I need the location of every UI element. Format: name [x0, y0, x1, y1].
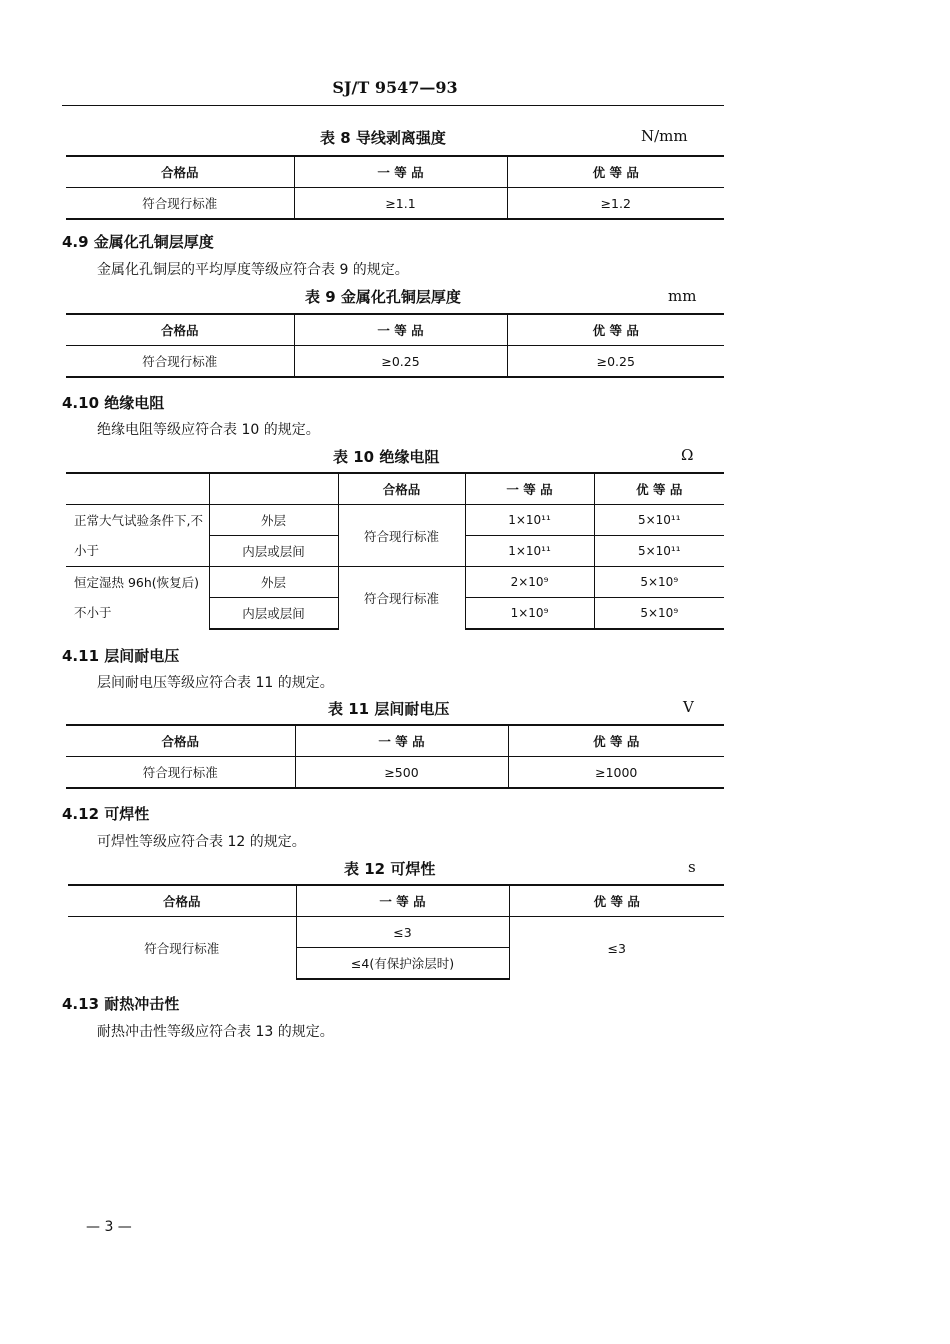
table10-qualified-damp-heat: 符合现行标准 — [338, 567, 465, 630]
table10-head-qualified: 合格品 — [338, 473, 465, 505]
table10-head-condition — [66, 473, 209, 505]
table10-layer-inner-2: 内层或层间 — [209, 598, 338, 630]
table12-unit: s — [688, 858, 696, 876]
table12-cell-premium: ≤3 — [509, 917, 724, 980]
table9-cell-first-class: ≥0.25 — [294, 346, 507, 378]
table12-head-qualified: 合格品 — [68, 885, 296, 917]
table11 — [66, 724, 724, 789]
table8 — [66, 155, 724, 220]
table10-r1-first-class: 1×10¹¹ — [465, 505, 594, 536]
table10-r3-premium: 5×10⁹ — [594, 567, 724, 598]
table9-head-first-class: 一 等 品 — [294, 314, 507, 346]
table8-unit: N/mm — [641, 127, 688, 145]
table12-head-first-class: 一 等 品 — [296, 885, 509, 917]
table9 — [66, 313, 724, 378]
table8-cell-qualified: 符合现行标准 — [66, 188, 294, 220]
table10-r3-first-class: 2×10⁹ — [465, 567, 594, 598]
table11-head-qualified: 合格品 — [66, 725, 295, 757]
table10-head-first-class: 一 等 品 — [465, 473, 594, 505]
page-number: — 3 — — [86, 1219, 132, 1235]
table10-r2-first-class: 1×10¹¹ — [465, 536, 594, 567]
table8-cell-premium: ≥1.2 — [507, 188, 724, 220]
table8-head-first-class: 一 等 品 — [294, 156, 507, 188]
table9-cell-premium: ≥0.25 — [507, 346, 724, 378]
table11-cell-premium: ≥1000 — [508, 757, 724, 789]
table12-caption: 表 12 可焊性 — [344, 860, 436, 878]
table12-cell-qualified: 符合现行标准 — [68, 917, 296, 980]
table8-caption: 表 8 导线剥离强度 — [320, 129, 446, 147]
section-4-12-text: 可焊性等级应符合表 12 的规定。 — [97, 834, 306, 850]
table9-head-premium: 优 等 品 — [507, 314, 724, 346]
table12 — [68, 884, 724, 980]
section-4-13-heading: 4.13 耐热冲击性 — [62, 995, 180, 1013]
table11-unit: V — [683, 698, 694, 716]
table12-cell-first-class-a: ≤3 — [296, 917, 509, 948]
table8-head-premium: 优 等 品 — [507, 156, 724, 188]
table10-layer-inner: 内层或层间 — [209, 536, 338, 567]
table10-r4-first-class: 1×10⁹ — [465, 598, 594, 630]
table11-cell-first-class: ≥500 — [295, 757, 508, 789]
table10-qualified-normal: 符合现行标准 — [338, 505, 465, 567]
table9-unit: mm — [668, 287, 697, 305]
section-4-12-heading: 4.12 可焊性 — [62, 805, 150, 823]
table9-cell-qualified: 符合现行标准 — [66, 346, 294, 378]
table10-layer-outer: 外层 — [209, 505, 338, 536]
table9-caption: 表 9 金属化孔铜层厚度 — [305, 288, 461, 306]
document-header: SJ/T 9547—93 — [332, 78, 458, 97]
table12-head-premium: 优 等 品 — [509, 885, 724, 917]
table10-r4-premium: 5×10⁹ — [594, 598, 724, 630]
table10-head-premium: 优 等 品 — [594, 473, 724, 505]
table10-condition-normal: 正常大气试验条件下,不小于 — [66, 505, 209, 567]
table10-head-layer — [209, 473, 338, 505]
table11-head-first-class: 一 等 品 — [295, 725, 508, 757]
section-4-9-heading: 4.9 金属化孔铜层厚度 — [62, 233, 214, 251]
table10-layer-outer-2: 外层 — [209, 567, 338, 598]
table11-cell-qualified: 符合现行标准 — [66, 757, 295, 789]
table12-cell-first-class-b: ≤4(有保护涂层时) — [296, 948, 509, 980]
section-4-9-text: 金属化孔铜层的平均厚度等级应符合表 9 的规定。 — [97, 262, 409, 278]
table10-caption: 表 10 绝缘电阻 — [333, 448, 440, 466]
table10-r1-premium: 5×10¹¹ — [594, 505, 724, 536]
section-4-13-text: 耐热冲击性等级应符合表 13 的规定。 — [97, 1024, 334, 1040]
section-4-10-text: 绝缘电阻等级应符合表 10 的规定。 — [97, 422, 320, 438]
table11-head-premium: 优 等 品 — [508, 725, 724, 757]
table11-caption: 表 11 层间耐电压 — [328, 700, 450, 718]
section-4-11-text: 层间耐电压等级应符合表 11 的规定。 — [97, 675, 334, 691]
header-rule — [62, 105, 724, 106]
section-4-10-heading: 4.10 绝缘电阻 — [62, 394, 165, 412]
table8-head-qualified: 合格品 — [66, 156, 294, 188]
table10-r2-premium: 5×10¹¹ — [594, 536, 724, 567]
section-4-11-heading: 4.11 层间耐电压 — [62, 647, 180, 665]
table10-condition-damp-heat: 恒定湿热 96h(恢复后)不小于 — [66, 567, 209, 630]
table10 — [66, 472, 724, 630]
table8-cell-first-class: ≥1.1 — [294, 188, 507, 220]
table9-head-qualified: 合格品 — [66, 314, 294, 346]
table10-unit: Ω — [681, 446, 694, 464]
